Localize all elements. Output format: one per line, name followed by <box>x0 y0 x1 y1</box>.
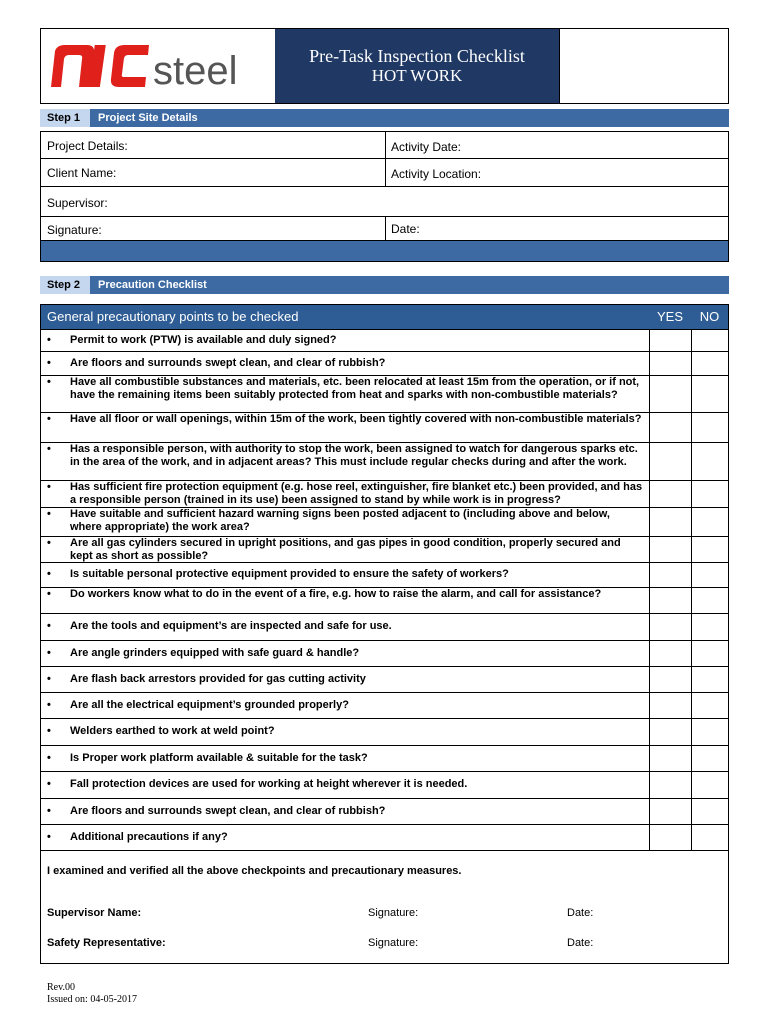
yes-checkbox[interactable] <box>649 692 692 718</box>
checklist-item <box>41 357 649 370</box>
checklist-item <box>41 376 649 414</box>
bullet-icon: • <box>47 620 51 633</box>
header-blank-cell <box>559 29 729 103</box>
yes-checkbox[interactable] <box>649 375 692 412</box>
no-checkbox[interactable] <box>691 507 729 536</box>
checklist-item-text: Permit to work (PTW) is available and duly signed? <box>70 333 337 346</box>
no-checkbox[interactable] <box>691 745 729 771</box>
bullet-icon: • <box>47 725 51 738</box>
activity-date-field[interactable]: Activity Date: <box>391 140 462 154</box>
no-checkbox[interactable] <box>691 824 729 850</box>
bullet-icon: • <box>47 568 51 581</box>
step1-bar <box>40 109 729 127</box>
no-checkbox[interactable] <box>691 771 729 798</box>
no-checkbox[interactable] <box>691 798 729 824</box>
bullet-icon: • <box>47 356 51 369</box>
checklist-item-text: Are the tools and equipment’s are inspected and safe for use. <box>70 620 392 633</box>
checklist-item-text: Are all gas cylinders secured in upright positions, and gas pipes in good condition, properly secured and kept as short as possible? <box>70 537 621 562</box>
safety-rep-signature-label[interactable]: Signature: <box>368 937 419 949</box>
company-logo <box>41 29 273 103</box>
activity-location-field[interactable]: Activity Location: <box>391 167 482 181</box>
yes-checkbox[interactable] <box>649 587 692 613</box>
checklist-item <box>41 831 649 844</box>
signature-field[interactable]: Signature: <box>47 223 102 237</box>
no-checkbox[interactable] <box>691 613 729 640</box>
yes-checkbox[interactable] <box>649 562 692 587</box>
bullet-icon: • <box>47 508 51 520</box>
issued-date-label: Issued on: 04-05-2017 <box>47 994 137 1005</box>
checklist-item <box>41 620 649 633</box>
checklist-item <box>41 699 649 712</box>
no-checkbox[interactable] <box>691 640 729 666</box>
checklist-item <box>41 673 649 686</box>
bullet-icon: • <box>47 672 51 685</box>
checklist-item-text: Are all the electrical equipment’s grounded properly? <box>70 698 349 711</box>
step2-label: Precaution Checklist <box>98 279 207 291</box>
safety-rep-date-label[interactable]: Date: <box>567 937 594 949</box>
yes-checkbox[interactable] <box>649 771 692 798</box>
no-checkbox[interactable] <box>691 587 729 613</box>
site-details-footer-bar <box>41 241 728 261</box>
yes-checkbox[interactable] <box>649 507 692 536</box>
yes-checkbox[interactable] <box>649 536 692 562</box>
checklist-item-text: Fall protection devices are used for working at height wherever it is needed. <box>70 778 468 791</box>
bullet-icon: • <box>47 376 51 388</box>
bullet-icon: • <box>47 778 51 791</box>
client-name-field[interactable]: Client Name: <box>47 166 117 180</box>
bullet-icon: • <box>47 481 51 493</box>
no-checkbox[interactable] <box>691 375 729 412</box>
yes-checkbox[interactable] <box>649 613 692 640</box>
checklist-header <box>41 305 728 329</box>
checklist-item-text: Have all floor or wall openings, within 15m of the work, been tightly covered with non-combustible materials? <box>70 413 642 425</box>
step1-number: Step 1 <box>40 109 90 127</box>
checklist-item <box>41 443 649 481</box>
checklist-item-text: Are angle grinders equipped with safe guard & handle? <box>70 646 360 659</box>
yes-checkbox[interactable] <box>649 351 692 375</box>
yes-checkbox[interactable] <box>649 718 692 745</box>
document-title: Pre-Task Inspection Checklist <box>309 46 525 66</box>
date-field[interactable]: Date: <box>391 222 420 236</box>
checklist-item-text: Is Proper work platform available & suitable for the task? <box>70 751 368 764</box>
supervisor-signature-label[interactable]: Signature: <box>368 907 419 919</box>
checklist-item <box>41 805 649 818</box>
yes-checkbox[interactable] <box>649 412 692 442</box>
no-column-header: NO <box>699 309 720 324</box>
title-cell <box>275 29 559 103</box>
step1-label: Project Site Details <box>98 112 198 124</box>
yes-column-header: YES <box>656 309 683 324</box>
no-checkbox[interactable] <box>691 329 729 351</box>
logo-cell <box>41 29 276 103</box>
bullet-icon: • <box>47 698 51 711</box>
checklist-item-text: Is suitable personal protective equipment provided to ensure the safety of workers? <box>70 568 509 581</box>
checklist-item-text: Have suitable and sufficient hazard warning signs been posted adjacent to (including above and below, where appropriate) the work area? <box>70 508 610 533</box>
logo-mark <box>51 45 149 87</box>
document-subtitle: HOT WORK <box>371 66 463 85</box>
yes-checkbox[interactable] <box>649 798 692 824</box>
no-checkbox[interactable] <box>691 351 729 375</box>
safety-representative-label[interactable]: Safety Representative: <box>47 937 166 949</box>
bullet-icon: • <box>47 333 51 346</box>
checklist-heading: General precautionary points to be checked <box>47 309 299 324</box>
bullet-icon: • <box>47 588 51 600</box>
bullet-icon: • <box>47 830 51 843</box>
bullet-icon: • <box>47 413 51 425</box>
revision-label: Rev.00 <box>47 982 75 993</box>
checklist-item-text: Do workers know what to do in the event of a fire, e.g. how to raise the alarm, and call for assistance? <box>70 588 602 600</box>
no-checkbox[interactable] <box>691 718 729 745</box>
checklist-item-text: Has a responsible person, with authority to stop the work, been assigned to watch for dangerous sparks etc. in the area of the work, and in adjacent areas? This must include regular checks during and after the work. <box>70 443 638 468</box>
no-checkbox[interactable] <box>691 666 729 692</box>
checklist-item <box>41 568 649 581</box>
no-checkbox[interactable] <box>691 412 729 442</box>
bullet-icon: • <box>47 537 51 549</box>
yes-checkbox[interactable] <box>649 824 692 850</box>
checklist-item-text: Are floors and surrounds swept clean, and clear of rubbish? <box>70 356 386 369</box>
document-header <box>40 28 729 104</box>
yes-checkbox[interactable] <box>649 745 692 771</box>
checklist-item <box>41 725 649 738</box>
step2-bar <box>40 276 729 294</box>
precaution-checklist-table <box>40 304 729 964</box>
project-details-field[interactable]: Project Details: <box>47 139 128 153</box>
site-details-table <box>40 131 729 262</box>
supervisor-date-label[interactable]: Date: <box>567 907 594 919</box>
checklist-item <box>41 752 649 765</box>
checklist-item-text: Has sufficient fire protection equipment (e.g. hose reel, extinguisher, fire blanket etc.) been provided, and has a responsible person (trained in its use) been assigned to stand by while work is in progress? <box>70 481 643 506</box>
no-checkbox[interactable] <box>691 442 729 480</box>
bullet-icon: • <box>47 751 51 764</box>
step2-number: Step 2 <box>40 276 90 294</box>
yes-checkbox[interactable] <box>649 666 692 692</box>
checklist-item-text: Are floors and surrounds swept clean, and clear of rubbish? <box>70 804 386 817</box>
no-checkbox[interactable] <box>691 536 729 562</box>
checklist-item-text: Are flash back arrestors provided for gas cutting activity <box>70 672 366 685</box>
checklist-item <box>41 647 649 660</box>
bullet-icon: • <box>47 646 51 659</box>
checklist-item-text: Have all combustible substances and materials, etc. been relocated at least 15m from the operation, or if not, have the remaining items been suitably protected from heat and sparks with non-combustible materials? <box>70 376 640 401</box>
checklist-item <box>41 778 649 791</box>
supervisor-name-label[interactable]: Supervisor Name: <box>47 907 142 919</box>
no-checkbox[interactable] <box>691 562 729 587</box>
declaration-statement: I examined and verified all the above checkpoints and precautionary measures. <box>47 865 462 877</box>
logo-text: steel <box>153 49 238 93</box>
checklist-item <box>41 334 649 347</box>
supervisor-field[interactable]: Supervisor: <box>47 196 108 210</box>
no-checkbox[interactable] <box>691 692 729 718</box>
bullet-icon: • <box>47 804 51 817</box>
no-checkbox[interactable] <box>691 480 729 507</box>
yes-checkbox[interactable] <box>649 480 692 507</box>
bullet-icon: • <box>47 443 51 455</box>
yes-checkbox[interactable] <box>649 329 692 351</box>
checklist-item-text: Additional precautions if any? <box>70 830 228 843</box>
checklist-item-text: Welders earthed to work at weld point? <box>70 725 275 738</box>
yes-checkbox[interactable] <box>649 442 692 480</box>
yes-checkbox[interactable] <box>649 640 692 666</box>
